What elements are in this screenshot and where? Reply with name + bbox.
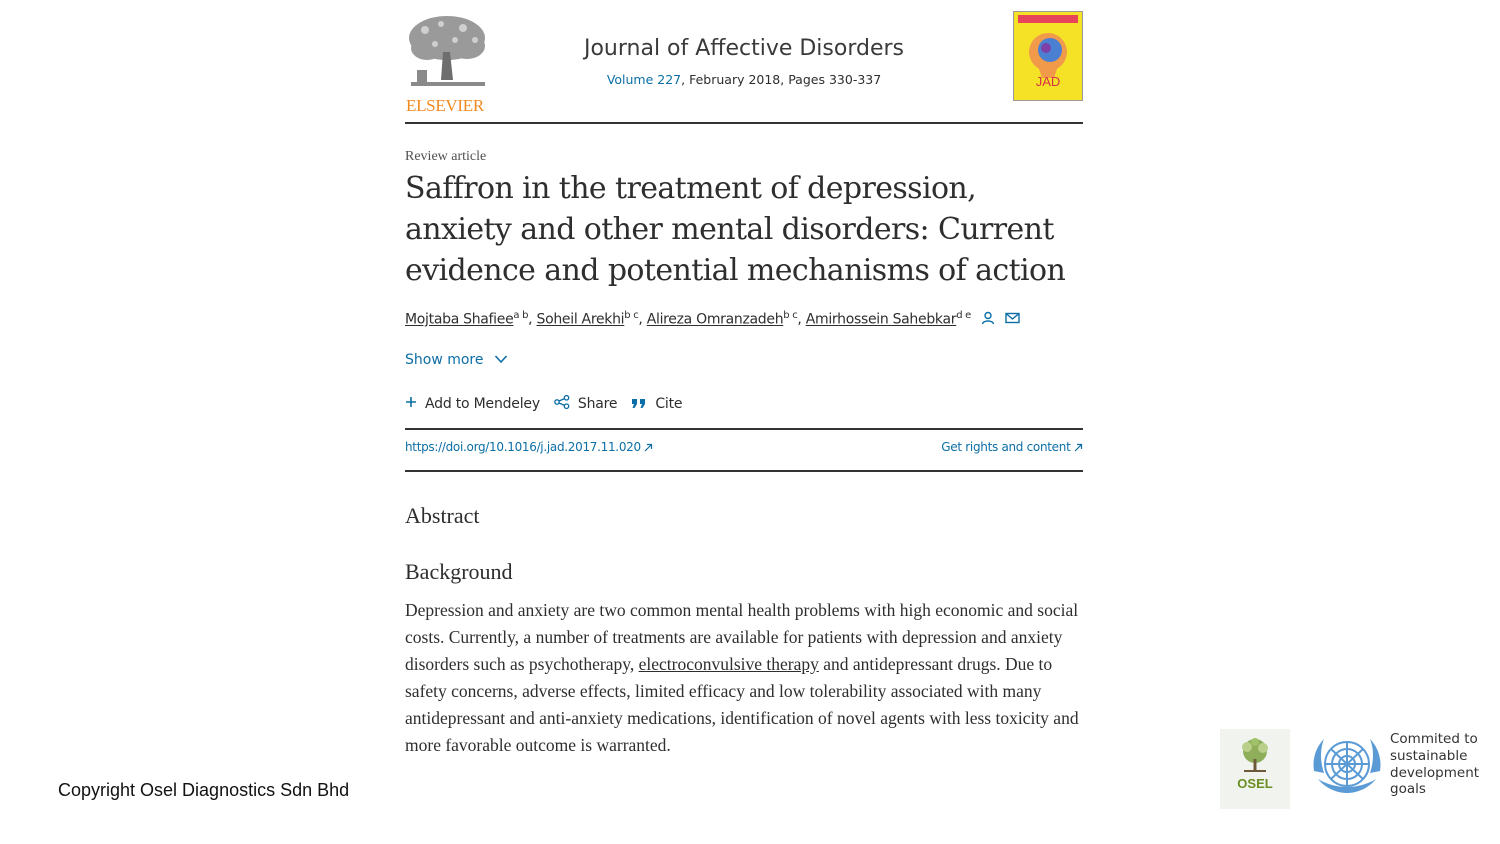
volume-details: , February 2018, Pages 330-337 — [681, 72, 882, 87]
show-more-toggle[interactable] — [405, 352, 508, 368]
abstract-paragraph — [405, 597, 1085, 758]
article-title: Saffron in the treatment of depression, anxiety and other mental disorders: Current evidence and potential mechanisms of action — [405, 171, 1066, 288]
external-link-icon — [1074, 441, 1083, 455]
person-icon[interactable] — [981, 311, 995, 329]
share-icon — [554, 395, 570, 413]
article-actions — [405, 395, 682, 413]
cite-label: Cite — [655, 396, 683, 412]
background-heading: Background — [405, 559, 513, 584]
rights-text: Get rights and content — [941, 440, 1071, 454]
sdg-commitment-text: Commited to sustainable development goals — [1390, 731, 1480, 798]
author-separator: , — [528, 311, 537, 328]
author-separator: , — [638, 311, 647, 328]
journal-title[interactable]: Journal of Affective Disorders — [583, 36, 905, 61]
author-separator: , — [797, 311, 806, 328]
show-more-label: Show more — [405, 352, 484, 368]
author-affiliation[interactable]: a b — [513, 310, 529, 321]
electroconvulsive-therapy-link[interactable]: electroconvulsive therapy — [638, 653, 819, 674]
doi-bar — [405, 428, 1083, 472]
author-link[interactable]: Amirhossein Sahebkar — [805, 311, 957, 328]
cite-button[interactable] — [631, 396, 682, 413]
abstract-heading: Abstract — [405, 503, 480, 528]
abstract-text-part: Depression and anxiety are two common mental health problems with high economic and social costs. Currently, a number of treatments are available for patients with depression and anxiety disorders such as psychotherapy, — [405, 600, 1079, 674]
share-button[interactable] — [554, 395, 617, 413]
journal-cover-image[interactable] — [1013, 11, 1083, 101]
doi-text: https://doi.org/10.1016/j.jad.2017.11.020 — [405, 440, 641, 454]
journal-header — [405, 0, 1083, 124]
osel-wordmark: OSEL — [1237, 776, 1273, 791]
external-link-icon — [644, 441, 653, 455]
article-page — [405, 0, 1083, 755]
add-to-mendeley-button[interactable] — [405, 396, 540, 412]
mendeley-label: Add to Mendeley — [425, 396, 540, 412]
author-affiliation[interactable]: d e — [956, 310, 971, 321]
email-icon[interactable] — [1005, 312, 1020, 328]
rights-link[interactable] — [941, 440, 1083, 455]
author-link[interactable]: Alireza Omranzadeh — [646, 311, 784, 328]
elsevier-wordmark: ELSEVIER — [406, 96, 484, 115]
quote-icon — [631, 396, 647, 413]
article-type: Review article — [405, 149, 487, 164]
chevron-down-icon — [494, 352, 508, 368]
copyright-notice: Copyright Osel Diagnostics Sdn Bhd — [58, 780, 350, 800]
abstract-text-part: and antidepressant drugs. Due to safety concerns, adverse effects, limited efficacy and low tolerability associated with many antidepressant and anti-anxiety medications, identification of novel agents with less toxicity and more favorable outcome is warranted. — [405, 653, 1079, 755]
cover-jad-text: JAD — [1035, 74, 1061, 89]
share-label: Share — [577, 396, 618, 412]
osel-logo — [1220, 729, 1290, 809]
author-list — [405, 310, 1020, 329]
author-link[interactable]: Mojtaba Shafiee — [405, 311, 514, 328]
volume-link[interactable]: Volume 227 — [606, 72, 682, 87]
author-affiliation[interactable]: b c — [624, 310, 639, 321]
plus-icon — [405, 396, 417, 412]
author-affiliation[interactable]: b c — [783, 310, 798, 321]
un-emblem-logo — [1308, 731, 1386, 797]
journal-volume-line — [405, 72, 1083, 87]
author-link[interactable]: Soheil Arekhi — [536, 311, 625, 328]
doi-link[interactable] — [405, 440, 653, 455]
